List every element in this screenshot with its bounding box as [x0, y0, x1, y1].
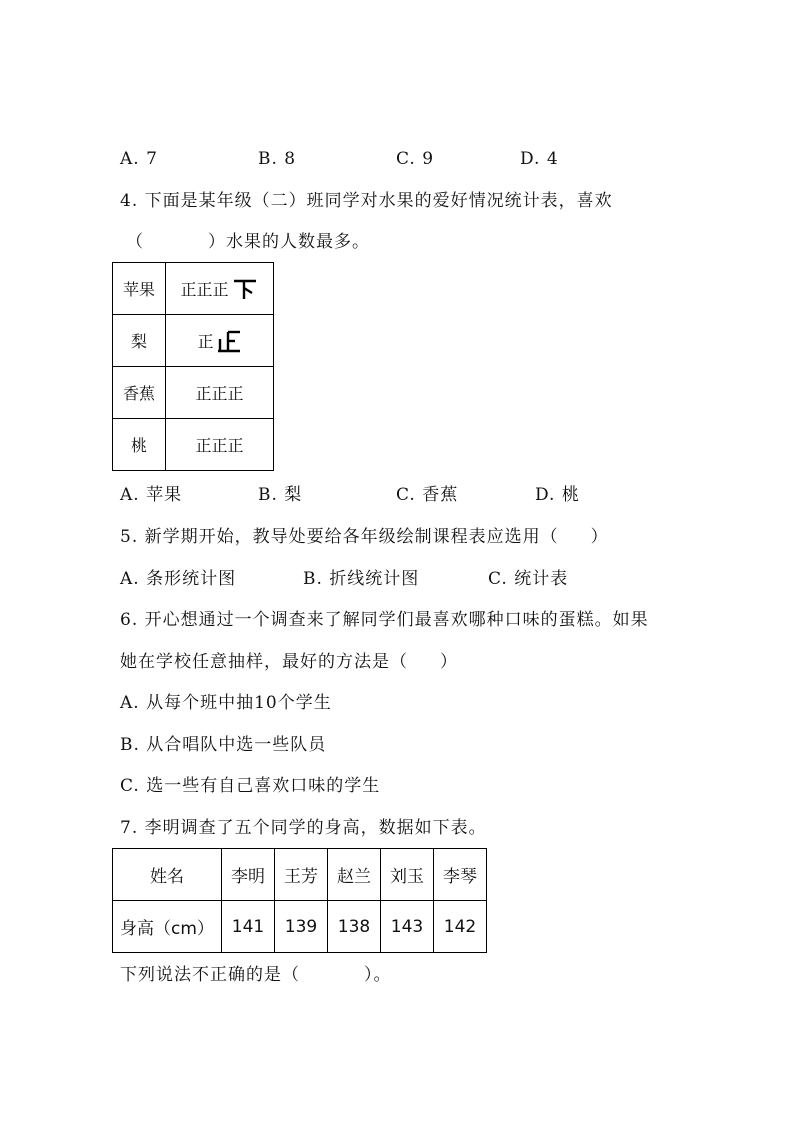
name-cell: 王芳: [275, 849, 328, 901]
table-row: [113, 849, 487, 901]
height-cell: 143: [381, 901, 434, 953]
fruit-cell: 苹果: [113, 263, 166, 315]
q3-option-c: C. 9: [396, 149, 435, 169]
table-row: [113, 367, 274, 419]
q7-stem: 7. 李明调查了五个同学的身高，数据如下表。: [120, 818, 487, 838]
q6-option-b: B. 从合唱队中选一些队员: [120, 735, 327, 755]
q4-stem-line2: （ ）水果的人数最多。: [126, 232, 371, 252]
fruit-tally-table: [112, 262, 274, 471]
table-row: [113, 263, 274, 315]
tally-text: 正: [197, 332, 214, 351]
q6-option-a: A. 从每个班中抽10个学生: [120, 693, 332, 713]
fruit-cell: 香蕉: [113, 367, 166, 419]
name-cell: 李明: [222, 849, 275, 901]
name-cell: 刘玉: [381, 849, 434, 901]
name-header: 姓名: [113, 849, 222, 901]
name-cell: 李琴: [434, 849, 487, 901]
tally-cell: [166, 315, 274, 367]
height-table: [112, 848, 487, 953]
table-row: [113, 419, 274, 471]
tally-cell: [166, 263, 274, 315]
q4-option-b: B. 梨: [258, 485, 303, 505]
tally-cell: 正正正: [166, 419, 274, 471]
q5-option-b: B. 折线统计图: [303, 569, 420, 589]
q5-option-c: C. 统计表: [488, 569, 569, 589]
q6-stem-line1: 6. 开心想通过一个调查来了解同学们最喜欢哪种口味的蛋糕。如果: [120, 610, 649, 630]
q3-option-b: B. 8: [258, 149, 297, 169]
name-cell: 赵兰: [328, 849, 381, 901]
q6-option-c: C. 选一些有自己喜欢口味的学生: [120, 776, 381, 796]
height-cell: 142: [434, 901, 487, 953]
tally-partial-icon: [231, 277, 259, 301]
q5-option-a: A. 条形统计图: [120, 569, 237, 589]
table-row: [113, 901, 487, 953]
q6-stem-line2: 她在学校任意抽样，最好的方法是（ ）: [120, 652, 459, 672]
height-header: 身高（cm）: [113, 901, 222, 953]
tally-text: 正正正: [180, 280, 229, 299]
q3-option-d: D. 4: [520, 149, 559, 169]
height-cell: 141: [222, 901, 275, 953]
tally-partial-icon: [216, 329, 242, 353]
tally-cell: 正正正: [166, 367, 274, 419]
q7-followup: 下列说法不正确的是（ ）。: [120, 965, 392, 985]
height-cell: 138: [328, 901, 381, 953]
fruit-cell: 桃: [113, 419, 166, 471]
q4-option-a: A. 苹果: [120, 485, 183, 505]
q5-stem: 5. 新学期开始，教导处要给各年级绘制课程表应选用（ ）: [120, 527, 609, 547]
q4-stem-line1: 4. 下面是某年级（二）班同学对水果的爱好情况统计表，喜欢: [120, 191, 613, 211]
q4-option-c: C. 香蕉: [396, 485, 459, 505]
table-row: [113, 315, 274, 367]
q3-option-a: A. 7: [120, 149, 158, 169]
height-cell: 139: [275, 901, 328, 953]
fruit-cell: 梨: [113, 315, 166, 367]
q4-option-d: D. 桃: [535, 485, 580, 505]
